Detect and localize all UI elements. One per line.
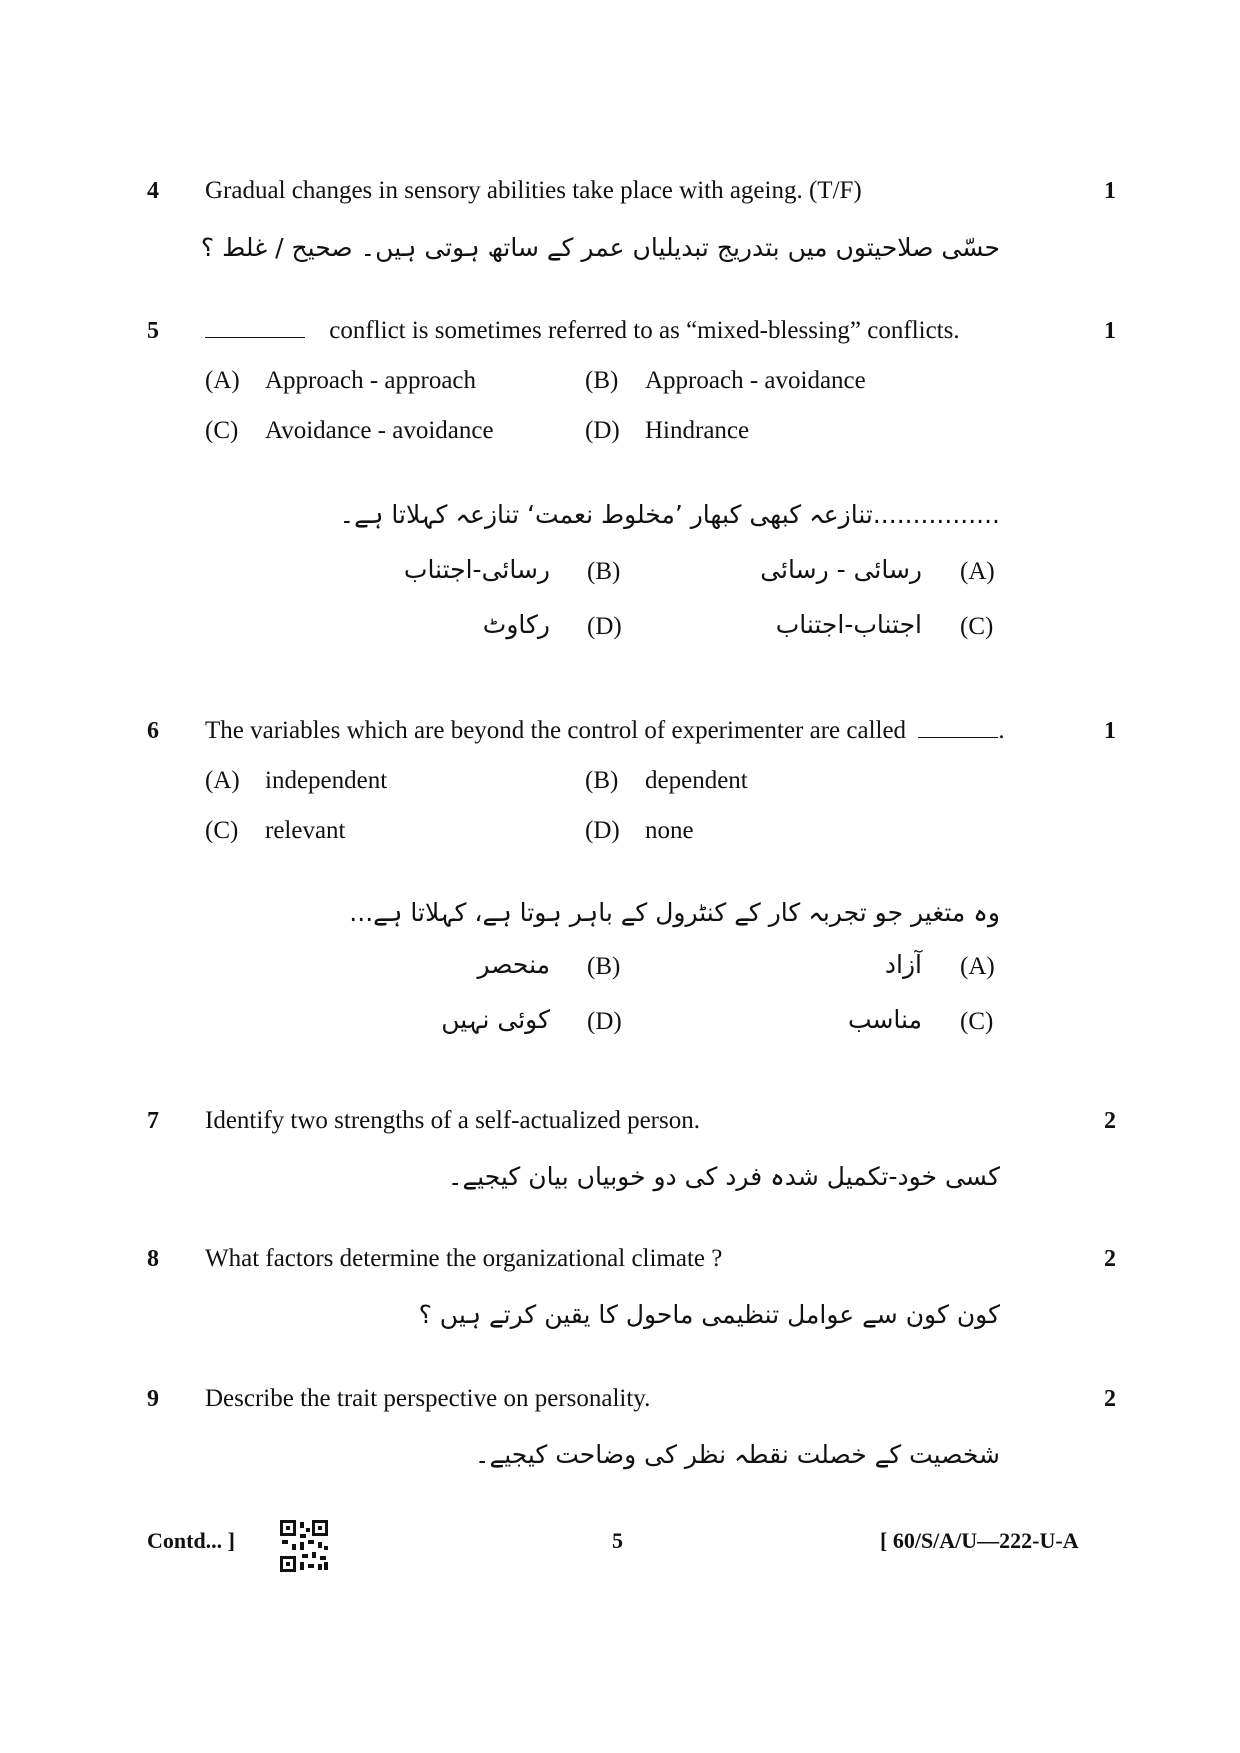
option-label: (C) [205, 817, 239, 844]
question-marks: 1 [1104, 318, 1116, 344]
urdu-option-label: (C) [960, 613, 994, 640]
option-label: (D) [585, 417, 620, 444]
question-marks: 1 [1104, 178, 1116, 204]
urdu-option-text: رکاوٹ [482, 610, 550, 639]
question-text: Identify two strengths of a self-actualized person. [205, 1107, 700, 1134]
urdu-option-text: منحصر [477, 950, 550, 979]
question-text-row [205, 717, 1005, 745]
question-number: 4 [147, 178, 159, 204]
urdu-option-text: مناسب [847, 1005, 922, 1034]
option-b [585, 767, 748, 795]
page-number: 5 [612, 1528, 623, 1553]
question-text: What factors determine the organizational climate ? [205, 1245, 723, 1272]
option-text: Avoidance - avoidance [265, 417, 494, 444]
contd-label: Contd... ] [147, 1528, 236, 1553]
question-text-end: . [998, 717, 1005, 744]
question-text: The variables which are beyond the control of experimenter are called [205, 717, 907, 744]
question-text-row [205, 317, 960, 345]
option-c [205, 817, 346, 845]
urdu-option-text: رسائی-اجتناب [403, 555, 550, 584]
question-number: 9 [147, 1386, 159, 1412]
option-label: (A) [205, 367, 240, 394]
urdu-option-text: کوئی نہیں [441, 1005, 550, 1034]
option-text: independent [265, 767, 388, 794]
option-a [205, 367, 476, 395]
urdu-option-label: (B) [587, 558, 621, 585]
urdu-option-label: (D) [587, 1008, 622, 1035]
option-text: relevant [265, 817, 346, 844]
question-urdu-text: کسی خود-تکمیل شدہ فرد کی دو خوبیاں بیان کیجیے۔ [447, 1162, 1000, 1191]
answer-blank [205, 319, 305, 338]
option-text: none [645, 817, 694, 844]
urdu-option-text: آزاد [884, 950, 922, 979]
question-text: Describe the trait perspective on personality. [205, 1385, 651, 1412]
question-marks: 2 [1104, 1108, 1116, 1134]
answer-blank [918, 719, 998, 738]
option-text: Approach - avoidance [645, 367, 866, 394]
urdu-option-label: (D) [587, 613, 622, 640]
option-text: dependent [645, 767, 748, 794]
question-marks: 2 [1104, 1386, 1116, 1412]
option-label: (B) [585, 767, 619, 794]
question-urdu-text: کون کون سے عوامل تنظیمی ماحول کا یقین کرتے ہیں ؟ [418, 1300, 1000, 1329]
question-urdu-text: شخصیت کے خصلت نقطہ نظر کی وضاحت کیجیے۔ [474, 1440, 1000, 1469]
urdu-option-text: رسائی - رسائی [760, 555, 922, 584]
option-text: Hindrance [645, 417, 750, 444]
question-urdu-text: ................تنازعہ کبھی کبھار ’مخلوط نعمت‘ تنازعہ کہلاتا ہے۔ [339, 500, 1000, 529]
option-b [585, 367, 866, 395]
question-number: 5 [147, 318, 159, 344]
urdu-option-label: (A) [960, 558, 995, 585]
option-d [585, 817, 694, 845]
urdu-option-label: (A) [960, 953, 995, 980]
question-urdu-text: حسّی صلاحیتوں میں بتدریج تبدیلیاں عمر کے ساتھ ہوتی ہیں۔ صحیح / غلط ؟ [200, 233, 1000, 262]
urdu-option-label: (C) [960, 1008, 994, 1035]
option-label: (A) [205, 767, 240, 794]
option-d [585, 417, 749, 445]
option-a [205, 767, 387, 795]
question-text: conflict is sometimes referred to as “mixed-blessing” conflicts. [329, 317, 960, 344]
question-urdu-text: وہ متغیر جو تجربہ کار کے کنٹرول کے باہر ہوتا ہے، کہلاتا ہے... [349, 898, 1000, 927]
question-marks: 2 [1104, 1246, 1116, 1272]
urdu-option-label: (B) [587, 953, 621, 980]
question-text: Gradual changes in sensory abilities take place with ageing. (T/F) [205, 177, 862, 204]
question-marks: 1 [1104, 718, 1116, 744]
question-number: 7 [147, 1108, 159, 1134]
option-text: Approach - approach [265, 367, 477, 394]
paper-code: [ 60/S/A/U—222-U-A [880, 1528, 1079, 1553]
option-label: (C) [205, 417, 239, 444]
option-c [205, 417, 494, 445]
question-number: 8 [147, 1246, 159, 1272]
option-label: (B) [585, 367, 619, 394]
question-number: 6 [147, 718, 159, 744]
urdu-option-text: اجتناب-اجتناب [775, 610, 922, 639]
qr-code-icon [278, 1518, 330, 1574]
option-label: (D) [585, 817, 620, 844]
